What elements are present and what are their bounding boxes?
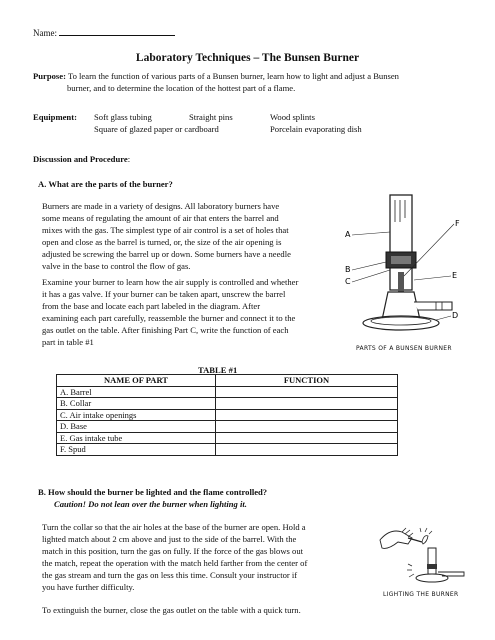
part-name-cell: D. Base bbox=[57, 421, 216, 433]
table-row bbox=[57, 421, 398, 433]
diagram-caption-parts: PARTS OF A BUNSEN BURNER bbox=[356, 345, 452, 352]
diagram-label-c: C bbox=[345, 277, 351, 286]
table-title: TABLE #1 bbox=[198, 365, 238, 375]
diagram-label-d: D bbox=[452, 311, 459, 320]
function-cell[interactable] bbox=[216, 421, 398, 433]
table-row bbox=[57, 386, 398, 398]
function-cell[interactable] bbox=[216, 444, 398, 456]
table-header-name: NAME OF PART bbox=[57, 375, 216, 387]
equipment-item-2: Straight pins bbox=[189, 112, 233, 122]
table-row bbox=[57, 409, 398, 421]
equipment-label: Equipment: bbox=[33, 112, 77, 122]
purpose-line2: burner, and to determine the location of the hottest part of a flame. bbox=[67, 83, 296, 94]
section-b-para2: To extinguish the burner, close the gas outlet on the table with a quick turn. bbox=[42, 605, 301, 615]
bunsen-burner-diagram bbox=[340, 180, 465, 350]
page-title: Laboratory Techniques – The Bunsen Burner bbox=[135, 52, 360, 64]
equipment-item-5: Porcelain evaporating dish bbox=[270, 124, 362, 134]
equipment-item-3: Wood splints bbox=[270, 112, 315, 122]
section-a-para2: Examine your burner to learn how the air supply is controlled and whether it has a gas valve. If your burner can be taken apart, unscrew the barrel from the base and locate each part labeled in the diagram. After examining each part carefully, reassemble the burner and connect it to the gas outlet on the table. After finishing Part C, write the function of each part in table #1 bbox=[42, 277, 299, 348]
lighting-burner-illustration bbox=[372, 520, 472, 590]
purpose-line1: To learn the function of various parts of a Bunsen burner, learn how to light and adjust a Bunsen bbox=[67, 71, 399, 81]
purpose-label: Purpose: bbox=[33, 71, 66, 81]
equipment-item-4: Square of glazed paper or cardboard bbox=[94, 124, 219, 134]
diagram-label-a: A bbox=[345, 230, 351, 239]
part-name-cell: E. Gas intake tube bbox=[57, 432, 216, 444]
diagram-label-f: F bbox=[455, 219, 460, 228]
section-b-para1: Turn the collar so that the air holes at the base of the burner are open. Hold a lighted match about 2 cm above and just to the side of the barrel. With the match in this position, turn the gas on fully. If the force of the gas blows out the match, repeat the operation with the match held farther from the center of the gas stream and turn the gas on less this time. Consult your instructor if you have further difficulty. bbox=[42, 522, 308, 593]
function-cell[interactable] bbox=[216, 386, 398, 398]
equipment-item-1: Soft glass tubing bbox=[94, 112, 152, 122]
parts-table bbox=[56, 374, 398, 456]
function-cell[interactable] bbox=[216, 432, 398, 444]
table-header-row bbox=[57, 375, 398, 387]
part-name-cell: A. Barrel bbox=[57, 386, 216, 398]
section-b-heading: B. How should the burner be lighted and the flame controlled? bbox=[38, 487, 268, 497]
diagram-caption-lighting: LIGHTING THE BURNER bbox=[383, 591, 459, 598]
discussion-heading: Discussion and Procedure: bbox=[33, 154, 131, 164]
name-field bbox=[33, 26, 175, 40]
name-label: Name: bbox=[33, 28, 57, 38]
diagram-label-e: E bbox=[452, 271, 458, 280]
table-row bbox=[57, 432, 398, 444]
function-cell[interactable] bbox=[216, 398, 398, 410]
section-a-heading: A. What are the parts of the burner? bbox=[38, 179, 173, 189]
table-row bbox=[57, 398, 398, 410]
diagram-label-b: B bbox=[345, 265, 351, 274]
section-a-para1: Burners are made in a variety of designs. All laboratory burners have some means of regulating the amount of air that enters the barrel and mixes with the gas. The simplest type of air control is a set of holes that open and close as the barrel is turned, or, the size of the air opening is adjusted be screwing the barrel up or down. Some burners have a needle valve in the base to control the flow of gas. bbox=[42, 201, 291, 272]
name-blank-line[interactable] bbox=[59, 26, 175, 36]
table-header-function: FUNCTION bbox=[216, 375, 398, 387]
function-cell[interactable] bbox=[216, 409, 398, 421]
part-name-cell: C. Air intake openings bbox=[57, 409, 216, 421]
purpose-block bbox=[33, 70, 473, 94]
table-row bbox=[57, 444, 398, 456]
part-name-cell: F. Spud bbox=[57, 444, 216, 456]
part-name-cell: B. Collar bbox=[57, 398, 216, 410]
caution-note: Caution! Do not lean over the burner when lighting it. bbox=[54, 499, 247, 509]
